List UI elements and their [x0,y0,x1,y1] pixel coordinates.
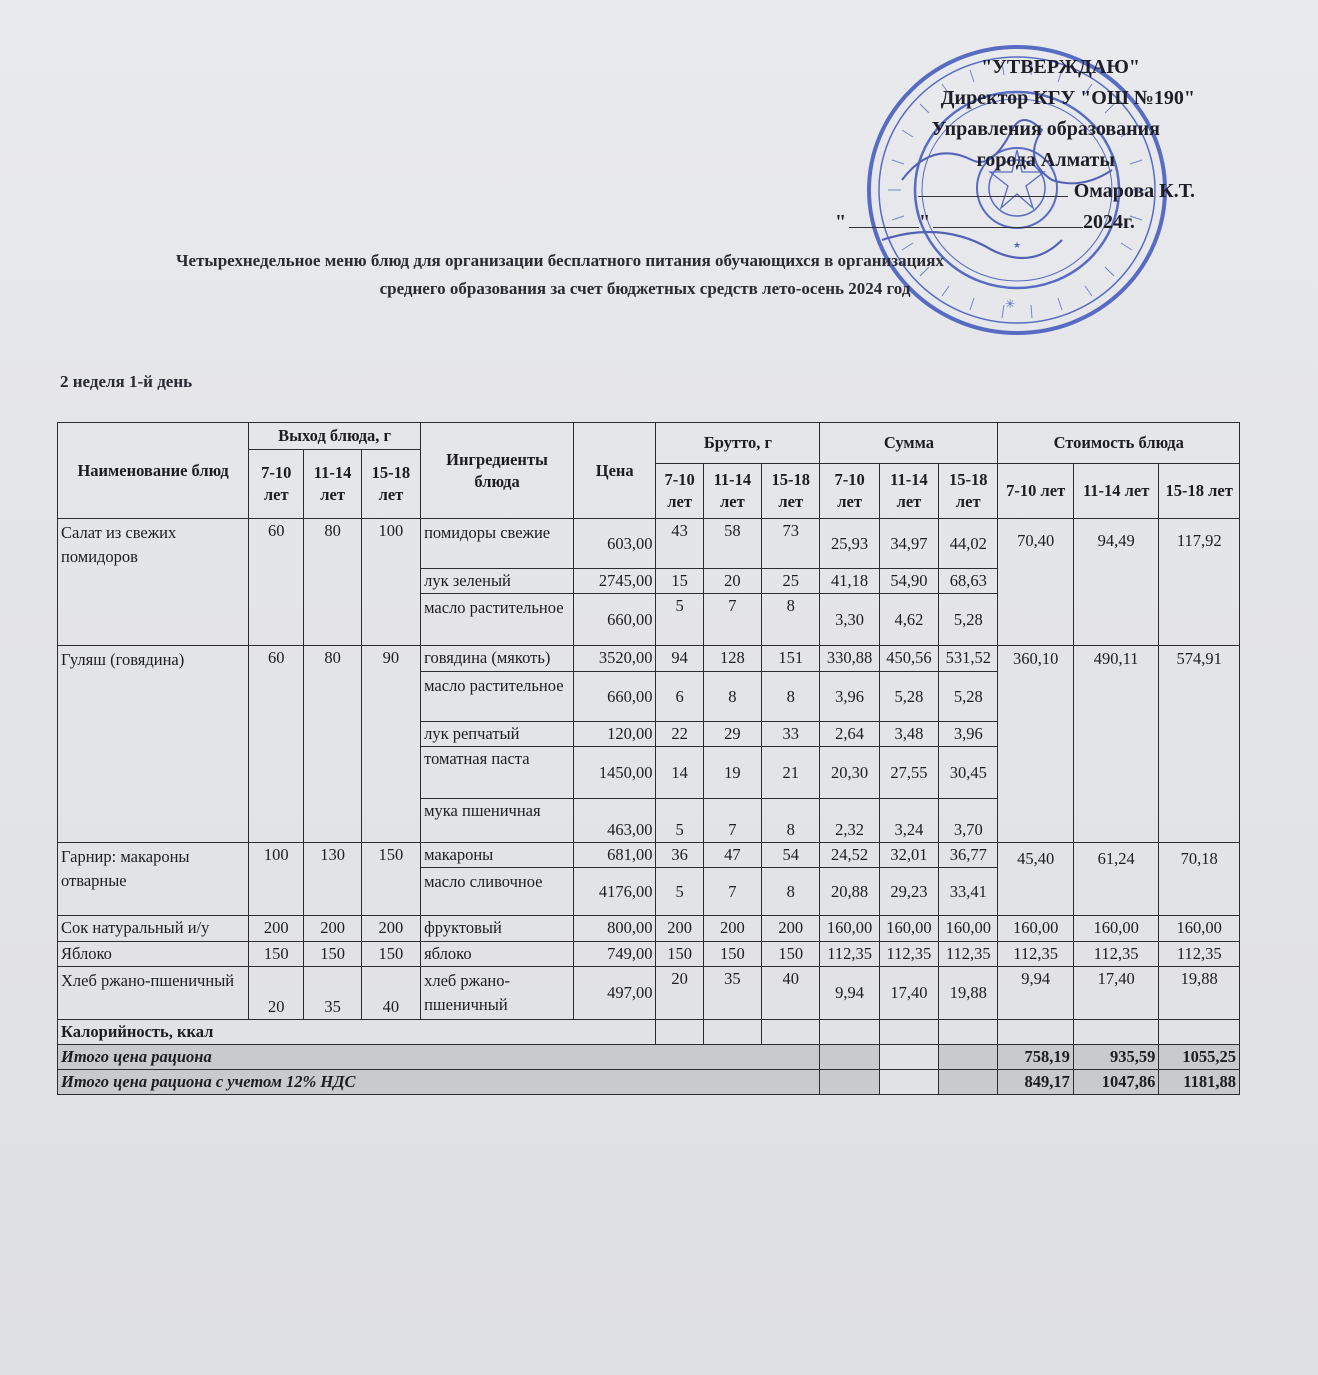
menu-table [57,422,1240,1095]
brutto-cell: 151 [762,646,820,672]
table-row [58,916,1240,942]
output-cell: 80 [304,519,361,646]
empty-cell [939,1070,998,1095]
sum-cell: 29,23 [879,868,938,916]
approval-city: города Алматы [976,149,1115,171]
output-cell: 150 [361,942,420,967]
svg-text:★: ★ [1012,241,1022,251]
calories-label: Калорийность, ккал [58,1020,656,1045]
total-vat-cell: 1047,86 [1073,1070,1159,1095]
brutto-cell: 54 [762,843,820,868]
header-cost: Стоимость блюда [998,423,1240,464]
output-cell: 90 [361,646,420,843]
sum-cell: 160,00 [939,916,998,942]
ingredient-cell: масло сливочное [421,868,574,916]
empty-cell [656,1020,703,1045]
brutto-cell: 94 [656,646,703,672]
price-cell: 800,00 [573,916,655,942]
header-out-age1: 7-10 лет [249,450,304,519]
output-cell: 150 [361,843,420,916]
header-brutto-age3: 15-18 лет [762,464,820,519]
approval-year: 2024г. [1083,211,1135,233]
sum-cell: 27,55 [879,747,938,799]
brutto-cell: 33 [762,722,820,747]
total-label: Итого цена рациона [58,1045,820,1070]
header-out-age2: 11-14 лет [304,450,361,519]
total-cell: 1055,25 [1159,1045,1240,1070]
approval-heading: "УТВЕРЖДАЮ" [981,56,1140,78]
empty-cell [762,1020,820,1045]
brutto-cell: 29 [703,722,761,747]
brutto-cell: 8 [762,594,820,646]
header-sum-age2: 11-14 лет [879,464,938,519]
brutto-cell: 36 [656,843,703,868]
output-cell: 60 [249,646,304,843]
empty-cell [939,1020,998,1045]
ingredient-cell: лук зеленый [421,569,574,594]
ingredient-cell: томатная паста [421,747,574,799]
sum-cell: 17,40 [879,967,938,1020]
sum-cell: 36,77 [939,843,998,868]
approval-director: Директор КГУ "ОШ №190" [940,87,1195,109]
table-row [58,519,1240,569]
approval-block [835,52,1195,238]
cost-cell: 574,91 [1159,646,1240,843]
brutto-cell: 200 [656,916,703,942]
table-row [58,646,1240,672]
header-ingredients: Ингредиенты блюда [421,423,574,519]
sum-cell: 160,00 [820,916,879,942]
ingredient-cell: хлеб ржано-пшеничный [421,967,574,1020]
brutto-cell: 22 [656,722,703,747]
dish-name: Сок натуральный и/у [58,916,249,942]
sum-cell: 32,01 [879,843,938,868]
header-row-1 [58,423,1240,450]
empty-cell [879,1045,938,1070]
empty-cell [703,1020,761,1045]
svg-text:✳: ✳ [1004,297,1016,311]
header-sum: Сумма [820,423,998,464]
brutto-cell: 25 [762,569,820,594]
brutto-cell: 5 [656,799,703,843]
ingredient-cell: макароны [421,843,574,868]
header-dish-name: Наименование блюд [58,423,249,519]
brutto-cell: 200 [703,916,761,942]
brutto-cell: 58 [703,519,761,569]
cost-cell: 490,11 [1073,646,1159,843]
brutto-cell: 20 [703,569,761,594]
empty-cell [879,1070,938,1095]
sum-cell: 3,96 [820,672,879,722]
sum-cell: 2,64 [820,722,879,747]
output-cell: 100 [249,843,304,916]
ingredient-cell: мука пшеничная [421,799,574,843]
output-cell: 200 [249,916,304,942]
table-row [58,843,1240,868]
output-cell: 20 [249,967,304,1020]
price-cell: 3520,00 [573,646,655,672]
cost-cell: 9,94 [998,967,1073,1020]
price-cell: 120,00 [573,722,655,747]
ingredient-cell: говядина (мякоть) [421,646,574,672]
sum-cell: 20,30 [820,747,879,799]
ingredient-cell: помидоры свежие [421,519,574,569]
cost-cell: 70,18 [1159,843,1240,916]
title-line-1: Четырехнедельное меню блюд для организации бесплатного питания обучающихся в организациях [176,251,944,270]
cost-cell: 112,35 [1073,942,1159,967]
sum-cell: 112,35 [820,942,879,967]
cost-cell: 94,49 [1073,519,1159,646]
header-sum-age1: 7-10 лет [820,464,879,519]
dish-name: Салат из свежих помидоров [58,519,249,646]
empty-cell [820,1045,879,1070]
ingredient-cell: масло растительное [421,594,574,646]
total-vat-row [58,1070,1240,1095]
sum-cell: 3,70 [939,799,998,843]
header-sum-age3: 15-18 лет [939,464,998,519]
approval-signature-line [835,176,1195,207]
ingredient-cell: фруктовый [421,916,574,942]
sum-cell: 450,56 [879,646,938,672]
price-cell: 660,00 [573,672,655,722]
brutto-cell: 40 [762,967,820,1020]
brutto-cell: 7 [703,594,761,646]
output-cell: 200 [304,916,361,942]
header-brutto: Брутто, г [656,423,820,464]
price-cell: 660,00 [573,594,655,646]
brutto-cell: 5 [656,868,703,916]
dish-name: Яблоко [58,942,249,967]
brutto-cell: 35 [703,967,761,1020]
price-cell: 463,00 [573,799,655,843]
sum-cell: 68,63 [939,569,998,594]
sum-cell: 9,94 [820,967,879,1020]
calories-row [58,1020,1240,1045]
output-cell: 35 [304,967,361,1020]
empty-cell [879,1020,938,1045]
brutto-cell: 73 [762,519,820,569]
sum-cell: 330,88 [820,646,879,672]
sum-cell: 5,28 [939,672,998,722]
approval-department: Управления образования [931,118,1160,140]
brutto-cell: 8 [762,799,820,843]
title-line-2: среднего образования за счет бюджетных средств лето-осень 2024 год [379,279,911,298]
brutto-cell: 20 [656,967,703,1020]
sum-cell: 3,24 [879,799,938,843]
cost-cell: 112,35 [998,942,1073,967]
header-output: Выход блюда, г [249,423,421,450]
cost-cell: 160,00 [1159,916,1240,942]
sum-cell: 54,90 [879,569,938,594]
output-cell: 200 [361,916,420,942]
output-cell: 130 [304,843,361,916]
header-brutto-age1: 7-10 лет [656,464,703,519]
output-cell: 40 [361,967,420,1020]
table-row [58,967,1240,1020]
brutto-cell: 150 [762,942,820,967]
brutto-cell: 15 [656,569,703,594]
cost-cell: 117,92 [1159,519,1240,646]
brutto-cell: 19 [703,747,761,799]
empty-cell [998,1020,1073,1045]
ingredient-cell: лук репчатый [421,722,574,747]
ingredient-cell: масло растительное [421,672,574,722]
output-cell: 150 [304,942,361,967]
sum-cell: 3,30 [820,594,879,646]
brutto-cell: 43 [656,519,703,569]
week-day-label: 2 неделя 1-й день [60,372,193,391]
total-cell: 935,59 [1073,1045,1159,1070]
total-vat-cell: 849,17 [998,1070,1073,1095]
dish-name: Гуляш (говядина) [58,646,249,843]
brutto-cell: 6 [656,672,703,722]
cost-cell: 70,40 [998,519,1073,646]
output-cell: 150 [249,942,304,967]
sum-cell: 44,02 [939,519,998,569]
dish-name: Гарнир: макароны отварные [58,843,249,916]
sum-cell: 5,28 [879,672,938,722]
approval-date: " " 2024г. [835,211,1135,233]
brutto-cell: 7 [703,799,761,843]
sum-cell: 2,32 [820,799,879,843]
brutto-cell: 200 [762,916,820,942]
brutto-cell: 5 [656,594,703,646]
cost-cell: 19,88 [1159,967,1240,1020]
sum-cell: 34,97 [879,519,938,569]
output-cell: 60 [249,519,304,646]
sum-cell: 24,52 [820,843,879,868]
dish-name: Хлеб ржано-пшеничный [58,967,249,1020]
ingredient-cell: яблоко [421,942,574,967]
sum-cell: 30,45 [939,747,998,799]
output-cell: 80 [304,646,361,843]
total-vat-cell: 1181,88 [1159,1070,1240,1095]
brutto-cell: 128 [703,646,761,672]
price-cell: 497,00 [573,967,655,1020]
empty-cell [1159,1020,1240,1045]
total-vat-label: Итого цена рациона с учетом 12% НДС [58,1070,820,1095]
header-out-age3: 15-18 лет [361,450,420,519]
cost-cell: 61,24 [1073,843,1159,916]
price-cell: 749,00 [573,942,655,967]
sum-cell: 112,35 [939,942,998,967]
sum-cell: 20,88 [820,868,879,916]
empty-cell [939,1045,998,1070]
empty-cell [820,1020,879,1045]
brutto-cell: 7 [703,868,761,916]
sum-cell: 19,88 [939,967,998,1020]
brutto-cell: 150 [703,942,761,967]
page-title [60,247,1060,303]
brutto-cell: 47 [703,843,761,868]
cost-cell: 17,40 [1073,967,1159,1020]
cost-cell: 112,35 [1159,942,1240,967]
brutto-cell: 21 [762,747,820,799]
total-row [58,1045,1240,1070]
table-row [58,942,1240,967]
cost-cell: 160,00 [1073,916,1159,942]
sum-cell: 531,52 [939,646,998,672]
header-brutto-age2: 11-14 лет [703,464,761,519]
sum-cell: 33,41 [939,868,998,916]
total-cell: 758,19 [998,1045,1073,1070]
sum-cell: 25,93 [820,519,879,569]
header-cost-age1: 7-10 лет [998,464,1073,519]
brutto-cell: 8 [703,672,761,722]
brutto-cell: 8 [762,672,820,722]
price-cell: 681,00 [573,843,655,868]
cost-cell: 160,00 [998,916,1073,942]
sum-cell: 3,96 [939,722,998,747]
empty-cell [820,1070,879,1095]
empty-cell [1073,1020,1159,1045]
price-cell: 2745,00 [573,569,655,594]
sum-cell: 41,18 [820,569,879,594]
brutto-cell: 14 [656,747,703,799]
output-cell: 100 [361,519,420,646]
brutto-cell: 8 [762,868,820,916]
cost-cell: 45,40 [998,843,1073,916]
brutto-cell: 150 [656,942,703,967]
sum-cell: 4,62 [879,594,938,646]
header-cost-age3: 15-18 лет [1159,464,1240,519]
header-cost-age2: 11-14 лет [1073,464,1159,519]
sum-cell: 112,35 [879,942,938,967]
price-cell: 1450,00 [573,747,655,799]
price-cell: 603,00 [573,519,655,569]
header-price: Цена [573,423,655,519]
sum-cell: 160,00 [879,916,938,942]
sum-cell: 5,28 [939,594,998,646]
cost-cell: 360,10 [998,646,1073,843]
price-cell: 4176,00 [573,868,655,916]
approval-name: Омарова К.Т. [1073,180,1195,202]
sum-cell: 3,48 [879,722,938,747]
